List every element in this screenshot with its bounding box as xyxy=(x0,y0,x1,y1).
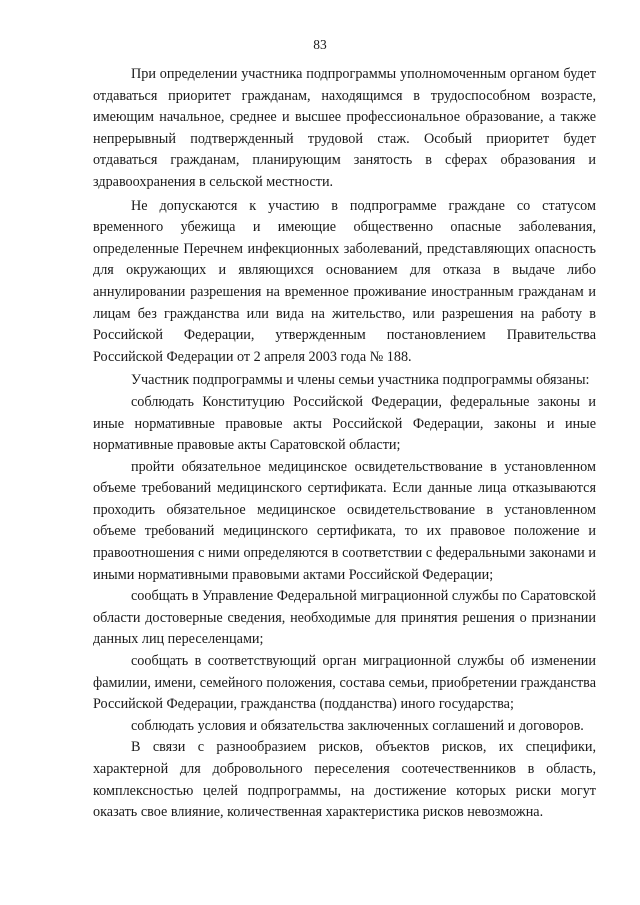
paragraph-exclusions: Не допускаются к участию в подпрограмме граждане со статусом временного убежища и имеющие общественно опасные заболевания, определенные Перечнем инфекционных заболеваний, представляющих опасность для окружающих и являющихся основанием для отказа в выдаче либо аннулировании разрешения на временное проживание иностранным гражданам и лицам без гражданства или вида на жительство, или разрешения на работу в Российской Федерации, утвержденным постановлением Правительства Российской Федерации от 2 апреля 2003 года № 188. xyxy=(93,197,596,365)
paragraph-obligation-medical: пройти обязательное медицинское освидетельствование в установленном объеме требований медицинского сертификата. Если данные лица отказываются проходить обязательное медицинское освидетельствование в установленном объеме требований медицинского сертификата, то их правовое положение и правоотношения с ними определяются в соответствии с федеральными законами и иными нормативными правовыми актами Российской Федерации; xyxy=(93,458,596,583)
document-body xyxy=(93,64,596,824)
paragraph-obligations-intro: Участник подпрограммы и члены семьи участника подпрограммы обязаны: xyxy=(131,372,590,389)
paragraph-obligation-laws: соблюдать Конституцию Российской Федерации, федеральные законы и иные нормативные правовые акты Российской Федерации, законы и иные нормативные правовые акты Саратовской области; xyxy=(93,393,596,454)
paragraph-obligation-report-fms: сообщать в Управление Федеральной миграционной службы по Саратовской области достоверные сведения, необходимые для принятия решения о признании данных лиц переселенцами; xyxy=(93,588,597,648)
page-number: 83 xyxy=(313,37,327,52)
paragraph-risks: В связи с разнообразием рисков, объектов рисков, их специфики, характерной для добровольного переселения соотечественников в область, комплексностью целей подпрограммы, на достижение которых риски могут оказать свое влияние, количественная характеристика рисков невозможна. xyxy=(93,739,596,821)
paragraph-priority: При определении участника подпрограммы уполномоченным органом будет отдаваться приоритет гражданам, находящимся в трудоспособном возрасте, имеющим начальное, среднее и высшее профессиональное образование, а также непрерывный подтвержденный трудовой стаж. Особый приоритет будет отдаваться гражданам, планирующим занятость в сферах образования и здравоохранения в сельской местности. xyxy=(93,66,596,190)
paragraph-obligation-report-changes: сообщать в соответствующий орган миграционной службы об изменении фамилии, имени, семейного положения, состава семьи, приобретении гражданства Российской Федерации, гражданства (подданства) иного государства; xyxy=(93,653,596,713)
paragraph-obligation-agreements: соблюдать условия и обязательства заключенных соглашений и договоров. xyxy=(131,717,584,734)
